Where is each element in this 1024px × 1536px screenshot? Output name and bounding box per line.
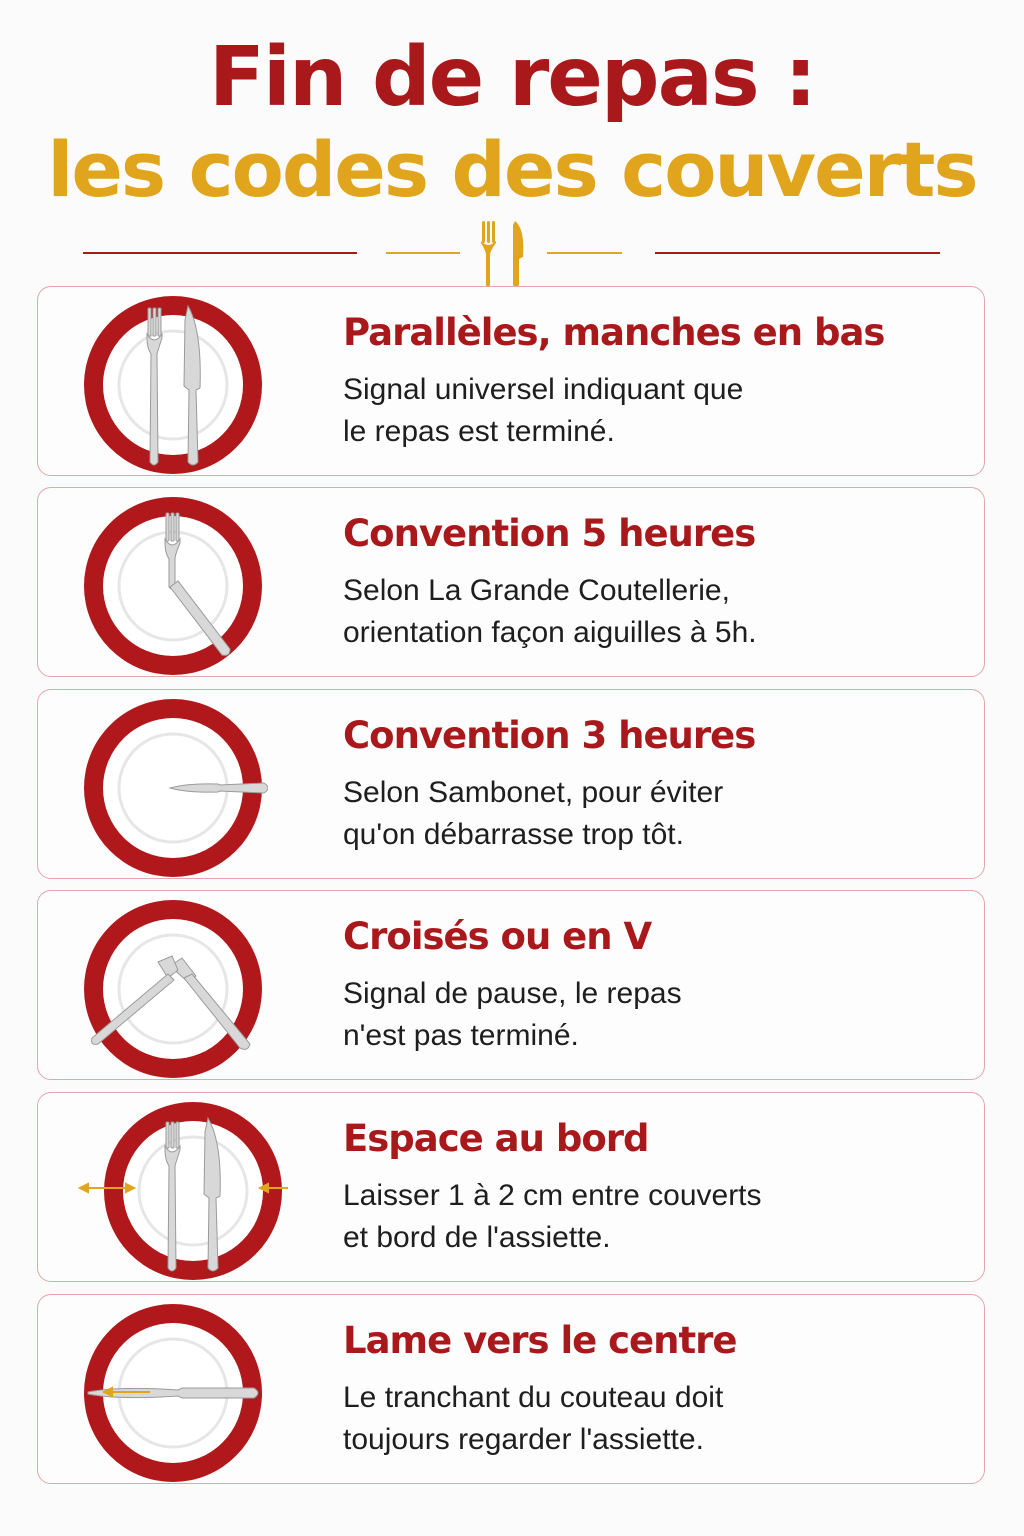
- card-3-oclock: [37, 689, 985, 879]
- fork-knife-icon: [481, 221, 523, 287]
- page-title-line1: Fin de repas :: [208, 30, 816, 125]
- card-title: Parallèles, manches en bas: [343, 311, 885, 354]
- card-description: Laisser 1 à 2 cm entre couverts et bord de l'assiette.: [343, 1179, 762, 1254]
- plate-crossed-cutlery-icon: [78, 894, 268, 1084]
- card-title: Convention 5 heures: [343, 512, 756, 555]
- plate-edge-spacing-icon: [58, 1096, 288, 1286]
- card-parallel: [37, 286, 985, 476]
- card-blade-center: [37, 1294, 985, 1484]
- card-5-oclock: [37, 487, 985, 677]
- card-title: Convention 3 heures: [343, 714, 756, 757]
- plate-3-oclock-cutlery-icon: [78, 693, 268, 883]
- card-description: Selon Sambonet, pour éviter qu'on débarrasse trop tôt.: [343, 776, 724, 851]
- card-description: Signal universel indiquant que le repas est terminé.: [343, 373, 744, 448]
- card-description: Selon La Grande Coutellerie, orientation façon aiguilles à 5h.: [343, 574, 757, 649]
- page-title-line2: les codes des couverts: [47, 125, 977, 214]
- card-title: Lame vers le centre: [343, 1319, 737, 1362]
- card-crossed: [37, 890, 985, 1080]
- card-title: Croisés ou en V: [343, 915, 652, 958]
- card-edge-spacing: [37, 1092, 985, 1282]
- plate-blade-center-icon: [78, 1298, 268, 1488]
- card-description: Le tranchant du couteau doit toujours regarder l'assiette.: [343, 1381, 724, 1456]
- card-title: Espace au bord: [343, 1117, 649, 1160]
- plate-5-oclock-cutlery-icon: [78, 491, 268, 681]
- title-divider: [0, 215, 1024, 295]
- plate-parallel-cutlery-icon: [78, 290, 268, 480]
- card-description: Signal de pause, le repas n'est pas terminé.: [343, 977, 682, 1052]
